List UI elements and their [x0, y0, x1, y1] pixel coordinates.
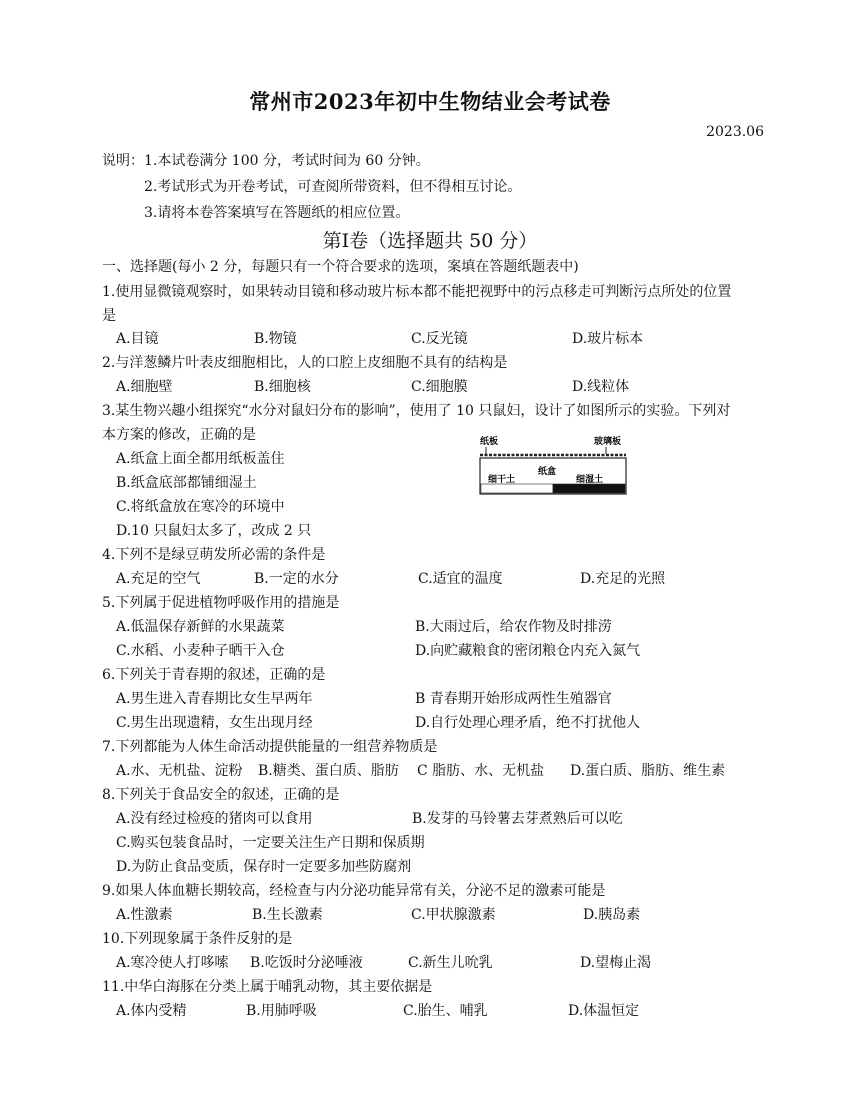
option: B.吃饭时分泌唾液 — [250, 955, 363, 971]
option: A.性激素 — [116, 907, 173, 923]
question-stem: 1.使用显微镜观察时，如果转动目镜和移动玻片标本都不能把视野中的污点移走可判断污点所处的位置 — [102, 284, 732, 300]
question-stem: 2.与洋葱鳞片叶表皮细胞相比，人的口腔上皮细胞不具有的结构是 — [102, 355, 508, 371]
label-board: 纸板 — [480, 436, 499, 446]
option: D.体温恒定 — [568, 1003, 640, 1019]
option: C.将纸盒放在寒冷的环境中 — [116, 499, 285, 515]
option: A.没有经过检疫的猪肉可以食用 — [116, 811, 313, 827]
question-stem: 是 — [102, 308, 116, 324]
option: D.充足的光照 — [580, 571, 666, 587]
option: D.望梅止渴 — [580, 955, 652, 971]
question-stem: 5.下列属于促进植物呼吸作用的措施是 — [102, 595, 340, 611]
option: D.胰岛素 — [583, 907, 641, 923]
option: B.用肺呼吸 — [246, 1003, 317, 1019]
exam-title: 常州市2023年初中生物结业会考试卷 — [249, 89, 611, 114]
option: D.为防止食品变质，保存时一定要多加些防腐剂 — [116, 859, 412, 875]
note-1: 说明：1.本试卷满分 100 分，考试时间为 60 分钟。 — [102, 153, 430, 169]
options-row — [116, 904, 776, 926]
part1-instruction: 一、选择题(每小 2 分，每题只有一个符合要求的选项，案填在答题纸题表中) — [102, 259, 579, 275]
option: C.男生出现遗精，女生出现月经 — [116, 715, 313, 731]
option: A.充足的空气 — [116, 571, 201, 587]
option: A.目镜 — [116, 331, 159, 347]
options-row — [116, 640, 776, 662]
option: C.水稻、小麦种子晒干入仓 — [116, 643, 285, 659]
options-row — [116, 808, 776, 830]
question-stem: 6.下列关于青春期的叙述，正确的是 — [102, 667, 326, 683]
option: C.细胞膜 — [411, 379, 468, 395]
exam-date: 2023.06 — [706, 124, 764, 140]
options-row — [116, 952, 776, 974]
question-stem: 10.下列现象属于条件反射的是 — [102, 931, 293, 947]
label-wet: 细湿土 — [576, 474, 604, 484]
label-glass: 玻璃板 — [594, 436, 622, 446]
question-stem: 4.下列不是绿豆萌发所必需的条件是 — [102, 547, 326, 563]
experiment-figure — [476, 434, 636, 508]
option: B.细胞核 — [254, 379, 311, 395]
option: C.新生儿吮乳 — [408, 955, 493, 971]
question-stem: 3.某生物兴趣小组探究“水分对鼠妇分布的影响”，使用了 10 只鼠妇，设计了如图所示的实验。下列对 — [102, 403, 731, 419]
option: A.男生进入青春期比女生早两年 — [116, 691, 313, 707]
options-row — [116, 616, 776, 638]
options-row — [116, 760, 776, 782]
option: D.自行处理心理矛盾，绝不打扰他人 — [415, 715, 641, 731]
label-box: 纸盒 — [538, 466, 557, 476]
option: B.一定的水分 — [254, 571, 339, 587]
option: D.线粒体 — [572, 379, 630, 395]
note-3: 3.请将本卷答案填写在答题纸的相应位置。 — [144, 205, 410, 221]
option: C.甲状腺激素 — [411, 907, 496, 923]
option: A.寒冷使人打哆嗦 — [116, 955, 229, 971]
option: C.适宜的温度 — [418, 571, 503, 587]
part1-title: 第Ⅰ卷（选择题共 50 分） — [322, 230, 538, 252]
option: D.10 只鼠妇太多了，改成 2 只 — [116, 523, 312, 539]
label-dry: 细干土 — [488, 474, 516, 484]
options-row — [116, 688, 776, 710]
question-stem: 9.如果人体血糖长期较高，经检查与内分泌功能异常有关，分泌不足的激素可能是 — [102, 883, 606, 899]
option: A.体内受精 — [116, 1003, 187, 1019]
options-row — [116, 1000, 776, 1022]
option: A.纸盒上面全都用纸板盖住 — [116, 451, 285, 467]
question-stem: 7.下列都能为人体生命活动提供能量的一组营养物质是 — [102, 739, 438, 755]
question-stem: 11.中华白海豚在分类上属于哺乳动物，其主要依据是 — [102, 979, 433, 995]
option: A.水、无机盐、淀粉 — [116, 763, 243, 779]
option: B.物镜 — [254, 331, 297, 347]
options-row — [116, 712, 776, 734]
options-row — [116, 376, 776, 398]
option: B.糖类、蛋白质、脂肪 — [258, 763, 399, 779]
option: A.细胞壁 — [116, 379, 173, 395]
option: B.大雨过后，给农作物及时排涝 — [415, 619, 612, 635]
note-2: 2.考试形式为开卷考试，可查阅所带资料，但不得相互讨论。 — [144, 179, 522, 195]
option: C.胎生、哺乳 — [403, 1003, 488, 1019]
option: B.纸盒底部都铺细湿土 — [116, 475, 257, 491]
question-stem: 本方案的修改，正确的是 — [102, 427, 256, 443]
option: B.生长激素 — [252, 907, 323, 923]
options-row — [116, 568, 776, 590]
option: D.玻片标本 — [572, 331, 644, 347]
option: C.购买包装食品时，一定要关注生产日期和保质期 — [116, 835, 425, 851]
question-stem: 8.下列关于食品安全的叙述，正确的是 — [102, 787, 340, 803]
option: C.反光镜 — [411, 331, 468, 347]
option: B.发芽的马铃薯去芽煮熟后可以吃 — [412, 811, 623, 827]
option: D.向贮藏粮食的密闭粮仓内充入氮气 — [415, 643, 641, 659]
option: A.低温保存新鲜的水果蔬菜 — [116, 619, 285, 635]
option: C 脂肪、水、无机盐 — [417, 763, 545, 779]
option: B 青春期开始形成两性生殖器官 — [415, 691, 612, 707]
options-row — [116, 328, 776, 350]
option: D.蛋白质、脂肪、维生素 — [570, 763, 726, 779]
